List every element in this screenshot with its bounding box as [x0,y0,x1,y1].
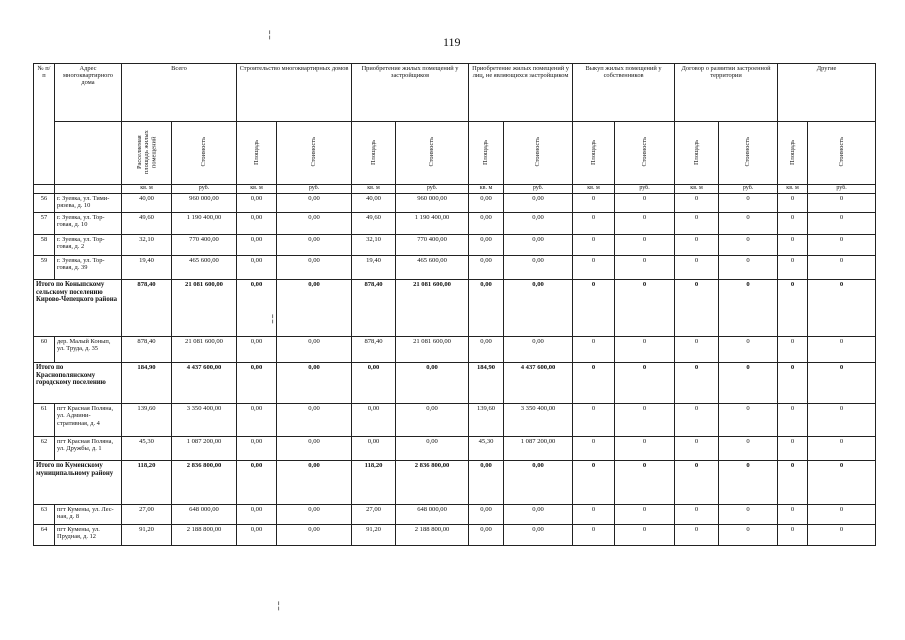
cost-cell: 0 [615,280,675,337]
cost-cell: 0,00 [396,437,469,461]
cost-cell: 0 [615,194,675,213]
area-cell: 27,00 [352,505,396,525]
address-cell: г. Зуевка, ул. Тор-говая, д. 2 [55,235,122,256]
cost-cell: 2 836 800,00 [396,461,469,505]
cost-cell: 648 000,00 [172,505,237,525]
cost-cell: 465 600,00 [396,256,469,280]
cost-cell: 0 [808,363,876,404]
area-cell: 118,20 [352,461,396,505]
area-cell: 0 [573,505,615,525]
subheader-area: Площадь [352,122,396,185]
cost-cell: 0,00 [396,363,469,404]
cost-cell: 0,00 [504,525,573,546]
total-label: Итого по Краснополянскому городскому поселению [34,363,122,404]
table-row [34,235,876,256]
col-header-num: № п/п [34,64,55,185]
unit-cost: руб. [615,185,675,194]
unit-area: кв. м [352,185,396,194]
area-cell: 19,40 [352,256,396,280]
area-cell: 0 [675,194,719,213]
area-cell: 0 [675,461,719,505]
subheader-cost: Стоимость [808,122,876,185]
unit-area: кв. м [469,185,504,194]
cost-cell: 648 000,00 [396,505,469,525]
cost-cell: 0 [719,505,778,525]
cost-cell: 0,00 [277,461,352,505]
cost-cell: 0,00 [504,337,573,363]
area-cell: 0,00 [469,461,504,505]
row-number: 64 [34,525,55,546]
cost-cell: 0 [615,525,675,546]
area-cell: 0,00 [352,363,396,404]
cost-cell: 0,00 [504,280,573,337]
area-cell: 0 [573,461,615,505]
cost-cell: 0,00 [277,337,352,363]
cost-cell: 0 [719,525,778,546]
unit-area: кв. м [573,185,615,194]
area-cell: 139,60 [469,404,504,437]
cost-cell: 3 350 400,00 [504,404,573,437]
cost-cell: 4 437 600,00 [504,363,573,404]
area-cell: 0 [675,505,719,525]
area-cell: 0 [675,256,719,280]
row-number: 61 [34,404,55,437]
cost-cell: 0 [615,235,675,256]
scan-mark: ╎ [276,601,282,611]
address-cell: пгт Красная Поляна, ул. Админи-стративная, д. 4 [55,404,122,437]
cost-cell: 0,00 [277,404,352,437]
address-cell: г. Зуевка, ул. Тор-говая, д. 10 [55,213,122,235]
table-row [34,525,876,546]
address-cell: пгт Кумены, ул. Прудная, д. 12 [55,525,122,546]
subheader-cost: Стоимость [719,122,778,185]
area-cell: 0 [675,363,719,404]
area-cell: 878,40 [122,337,172,363]
page-number: 119 [443,35,461,49]
cost-cell: 0 [719,404,778,437]
area-cell: 0,00 [237,404,277,437]
area-cell: 0,00 [469,525,504,546]
cost-cell: 0 [719,213,778,235]
cost-cell: 0 [719,363,778,404]
area-cell: 45,30 [122,437,172,461]
cost-cell: 770 400,00 [396,235,469,256]
cost-cell: 21 081 600,00 [172,337,237,363]
cost-cell: 960 000,00 [396,194,469,213]
cost-cell: 0 [615,437,675,461]
area-cell: 0 [573,525,615,546]
cost-cell: 0,00 [396,404,469,437]
cost-cell: 0,00 [277,505,352,525]
unit-blank [34,185,55,194]
area-cell: 0,00 [237,213,277,235]
area-cell: 0 [778,461,808,505]
cost-cell: 0 [719,194,778,213]
area-cell: 0,00 [237,461,277,505]
cost-cell: 0 [808,525,876,546]
area-cell: 0 [573,235,615,256]
area-cell: 0 [778,437,808,461]
cost-cell: 0 [719,280,778,337]
header-row-groups [34,64,876,122]
area-cell: 0 [573,256,615,280]
group-header-buyout-owners: Выкуп жилых помещений у собственников [573,64,675,122]
area-cell: 0 [675,437,719,461]
subheader-cost: Стоимость [615,122,675,185]
cost-cell: 0 [808,235,876,256]
cost-cell: 0 [719,235,778,256]
area-cell: 0 [778,404,808,437]
area-cell: 0,00 [237,525,277,546]
subheader-resettled-area [122,122,172,185]
unit-area: кв. м [122,185,172,194]
area-cell: 0,00 [469,280,504,337]
unit-area: кв. м [675,185,719,194]
area-cell: 0 [675,235,719,256]
area-cell: 91,20 [122,525,172,546]
cost-cell: 1 190 400,00 [396,213,469,235]
row-number: 56 [34,194,55,213]
unit-cost: руб. [719,185,778,194]
row-number: 63 [34,505,55,525]
total-row [34,280,876,337]
subheader-cost: Стоимость [172,122,237,185]
area-cell: 0 [778,337,808,363]
row-number: 59 [34,256,55,280]
subheader-cost: Стоимость [504,122,573,185]
area-cell: 184,90 [469,363,504,404]
cost-cell: 2 188 800,00 [396,525,469,546]
unit-cost: руб. [396,185,469,194]
cost-cell: 0 [808,194,876,213]
cost-cell: 1 087 200,00 [504,437,573,461]
area-cell: 0 [778,280,808,337]
total-row [34,461,876,505]
area-cell: 0 [675,337,719,363]
area-cell: 0,00 [469,505,504,525]
cost-cell: 0 [808,280,876,337]
unit-area: кв. м [237,185,277,194]
cost-cell: 4 437 600,00 [172,363,237,404]
table-row [34,505,876,525]
row-number: 60 [34,337,55,363]
cost-cell: 21 081 600,00 [396,337,469,363]
area-cell: 32,10 [122,235,172,256]
address-cell: пгт Красная Поляна, ул. Дружбы, д. 1 [55,437,122,461]
address-cell: г. Зуевка, ул. Тими-рязева, д. 10 [55,194,122,213]
subheader-area: Площадь [778,122,808,185]
area-cell: 0,00 [237,437,277,461]
cost-cell: 0 [615,404,675,437]
cost-cell: 0,00 [277,280,352,337]
area-cell: 0,00 [237,194,277,213]
area-cell: 0,00 [237,505,277,525]
address-cell: г. Зуевка, ул. Тор-говая, д. 39 [55,256,122,280]
area-cell: 184,90 [122,363,172,404]
table-row [34,213,876,235]
area-cell: 27,00 [122,505,172,525]
cost-cell: 0 [615,337,675,363]
cost-cell: 960 000,00 [172,194,237,213]
cost-cell: 0,00 [504,194,573,213]
area-cell: 0 [778,256,808,280]
area-cell: 0 [778,194,808,213]
total-row [34,363,876,404]
cost-cell: 0,00 [277,437,352,461]
area-cell: 19,40 [122,256,172,280]
cost-cell: 0,00 [277,256,352,280]
address-subheader-blank [55,122,122,185]
total-label: Итого по Коныпскому сельскому поселению Кирово-Чепецкого района [34,280,122,337]
scan-mark: ╎ [270,314,276,324]
cost-cell: 3 350 400,00 [172,404,237,437]
area-cell: 0 [573,337,615,363]
area-cell: 0,00 [469,213,504,235]
cost-cell: 0 [719,437,778,461]
subheader-area: Площадь [573,122,615,185]
table-row [34,256,876,280]
subheader-area: Площадь [469,122,504,185]
cost-cell: 2 836 800,00 [172,461,237,505]
area-cell: 0,00 [237,235,277,256]
area-cell: 0,00 [469,235,504,256]
unit-cost: руб. [808,185,876,194]
address-cell: пгт Кумены, ул. Лес-ная, д. 8 [55,505,122,525]
cost-cell: 0,00 [277,213,352,235]
cost-cell: 0 [615,461,675,505]
area-cell: 0 [778,525,808,546]
area-cell: 0,00 [237,280,277,337]
area-cell: 45,30 [469,437,504,461]
area-cell: 0 [675,525,719,546]
table-row [34,337,876,363]
area-cell: 40,00 [352,194,396,213]
cost-cell: 0 [719,461,778,505]
cost-cell: 0 [615,505,675,525]
col-header-address: Адрес многоквартирного дома [55,64,122,122]
cost-cell: 0 [808,337,876,363]
area-cell: 0 [675,280,719,337]
area-cell: 32,10 [352,235,396,256]
area-cell: 0,00 [469,194,504,213]
cost-cell: 0 [808,213,876,235]
area-cell: 0 [573,213,615,235]
cost-cell: 0 [615,256,675,280]
area-cell: 0,00 [469,337,504,363]
cost-cell: 0,00 [504,505,573,525]
area-cell: 0 [778,213,808,235]
cost-cell: 1 190 400,00 [172,213,237,235]
unit-blank [55,185,122,194]
area-cell: 139,60 [122,404,172,437]
area-cell: 0,00 [352,437,396,461]
area-cell: 49,60 [122,213,172,235]
area-cell: 0 [573,194,615,213]
table-row [34,404,876,437]
cost-cell: 465 600,00 [172,256,237,280]
cost-cell: 0 [808,256,876,280]
cost-cell: 2 188 800,00 [172,525,237,546]
table-row [34,437,876,461]
cost-cell: 770 400,00 [172,235,237,256]
group-header-territory-development: Договор о развитии застроенной территории [675,64,778,122]
cost-cell: 0 [615,363,675,404]
subheader-cost: Стоимость [277,122,352,185]
area-cell: 878,40 [352,280,396,337]
cost-cell: 0,00 [277,194,352,213]
area-cell: 0 [573,280,615,337]
unit-cost: руб. [277,185,352,194]
area-cell: 878,40 [122,280,172,337]
cost-cell: 0 [808,505,876,525]
resettlement-table [33,63,876,546]
cost-cell: 0,00 [277,235,352,256]
area-cell: 91,20 [352,525,396,546]
area-cell: 0,00 [237,337,277,363]
area-cell: 118,20 [122,461,172,505]
area-cell: 0 [778,363,808,404]
group-header-total: Всего [122,64,237,122]
area-cell: 0,00 [237,363,277,404]
cost-cell: 0 [615,213,675,235]
area-cell: 0 [778,235,808,256]
area-cell: 49,60 [352,213,396,235]
subheader-cost: Стоимость [396,122,469,185]
row-number: 57 [34,213,55,235]
area-cell: 0 [675,404,719,437]
header-row-subcolumns [34,122,876,185]
area-cell: 0 [573,404,615,437]
cost-cell: 21 081 600,00 [396,280,469,337]
area-cell: 0,00 [469,256,504,280]
cost-cell: 0 [719,337,778,363]
subheader-resettled-area-text: Расселяемая площадь жилых помещений [135,130,158,174]
group-header-purchase-non-developers: Приобретение жилых помещений у лиц, не являющихся застройщиком [469,64,573,122]
group-header-purchase-developers: Приобретение жилых помещений у застройщиков [352,64,469,122]
subheader-area: Площадь [675,122,719,185]
cost-cell: 0 [719,256,778,280]
area-cell: 0 [573,363,615,404]
cost-cell: 0 [808,437,876,461]
area-cell: 878,40 [352,337,396,363]
area-cell: 0 [573,437,615,461]
subheader-area: Площадь [237,122,277,185]
cost-cell: 0,00 [504,213,573,235]
cost-cell: 1 087 200,00 [172,437,237,461]
area-cell: 0 [675,213,719,235]
area-cell: 40,00 [122,194,172,213]
cost-cell: 21 081 600,00 [172,280,237,337]
cost-cell: 0,00 [277,363,352,404]
cost-cell: 0,00 [504,235,573,256]
unit-cost: руб. [504,185,573,194]
header-row-units [34,185,876,194]
address-cell: дер. Малый Конып, ул. Труда, д. 35 [55,337,122,363]
unit-cost: руб. [172,185,237,194]
area-cell: 0,00 [352,404,396,437]
scan-mark: ╎ [267,30,273,40]
area-cell: 0 [778,505,808,525]
area-cell: 0,00 [237,256,277,280]
cost-cell: 0,00 [504,461,573,505]
group-header-other: Другие [778,64,876,122]
row-number: 62 [34,437,55,461]
table-row [34,194,876,213]
unit-area: кв. м [778,185,808,194]
group-header-construction: Строительство многоквартирных домов [237,64,352,122]
cost-cell: 0,00 [504,256,573,280]
cost-cell: 0 [808,404,876,437]
total-label: Итого по Куменскому муниципальному району [34,461,122,505]
cost-cell: 0,00 [277,525,352,546]
row-number: 58 [34,235,55,256]
cost-cell: 0 [808,461,876,505]
